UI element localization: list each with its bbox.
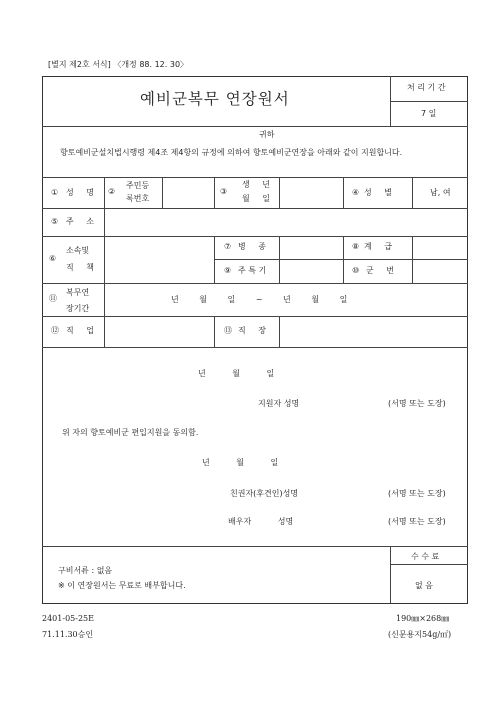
- form-code: 2401-05-25E: [42, 614, 94, 623]
- rule: [42, 126, 468, 127]
- branch-label: 병 종: [238, 242, 271, 251]
- service-number-label: 군 번: [366, 266, 399, 275]
- paper-size: 190㎜×268㎜: [396, 614, 450, 623]
- rule: [343, 177, 344, 208]
- specialty-label: 주 특 기: [238, 266, 267, 275]
- occupation-label: 직 업: [66, 326, 99, 335]
- fee-label: 수 수 료: [411, 552, 440, 561]
- rule: [42, 316, 468, 317]
- date-line-1: 년 월 일: [198, 369, 275, 378]
- free-distribution-note: ※ 이 연장원서는 무료로 배부합니다.: [58, 581, 186, 590]
- rule: [42, 236, 468, 237]
- num-4: ④: [352, 188, 360, 197]
- rule: [390, 564, 468, 565]
- rule: [279, 236, 280, 283]
- extension-label-line2: 장기간: [66, 304, 90, 313]
- rule: [42, 347, 468, 348]
- name-label: 성 명: [66, 188, 99, 197]
- num-6: ⑥: [49, 254, 57, 263]
- num-10: ⑩: [352, 266, 360, 275]
- affiliation-label-line1: 소속및: [66, 246, 90, 255]
- num-7: ⑦: [224, 242, 232, 251]
- rule: [42, 177, 468, 178]
- rule: [104, 283, 105, 316]
- num-13: ⑬: [224, 326, 232, 335]
- date-line-2: 년 월 일: [202, 458, 279, 467]
- num-3: ③: [220, 187, 228, 196]
- rule: [42, 546, 468, 547]
- num-8: ⑧: [352, 242, 360, 251]
- guardian-name-label: 친권자(후견인)성명: [230, 489, 299, 498]
- rule: [104, 236, 105, 283]
- rule: [42, 283, 468, 284]
- rule: [214, 236, 215, 283]
- rule: [104, 208, 105, 236]
- fee-value: 없 음: [415, 581, 433, 590]
- birth-label-line1: 생 년: [242, 180, 275, 189]
- sex-label: 성 별: [364, 188, 397, 197]
- processing-period-label: 처 리 기 간: [407, 83, 446, 92]
- spouse-name-label: 배우자 성명: [228, 517, 294, 526]
- rule: [214, 259, 468, 260]
- rule: [390, 76, 391, 126]
- sex-value: 남, 여: [430, 188, 451, 197]
- rule: [412, 177, 413, 208]
- num-2: ②: [108, 187, 116, 196]
- intro-text: 향토예비군설치법시행령 제4조 제4항의 규정에 의하여 향토예비군연장을 아래와 같이 지원합니다.: [60, 148, 403, 157]
- extension-period-value: 년 월 일 ~ 년 월 일: [171, 295, 348, 304]
- extension-label-line1: 복무연: [66, 288, 90, 297]
- num-12: ⑫: [51, 326, 59, 335]
- approval-date: 71.11.30승인: [42, 630, 94, 639]
- rule: [279, 316, 280, 347]
- num-9: ⑨: [224, 266, 232, 275]
- consent-text: 위 자의 향토예비군 편입지원을 동의함.: [62, 428, 199, 437]
- rule: [279, 177, 280, 208]
- form-reference: [별지 제2호 서식] 〈개정 88. 12. 30〉: [48, 60, 189, 69]
- rrn-label-line1: 주민등: [126, 181, 150, 190]
- rrn-label-line2: 록번호: [126, 194, 150, 203]
- num-1: ①: [51, 188, 59, 197]
- form-title: 예비군복무 연장원서: [140, 90, 290, 108]
- paper-type: (신문용지54g/㎡): [388, 630, 452, 639]
- processing-period-value: 7 일: [421, 109, 437, 118]
- rule: [390, 546, 391, 603]
- rule: [42, 208, 468, 209]
- required-documents: 구비서류 : 없음: [58, 566, 113, 575]
- affiliation-label-line2: 직 책: [66, 263, 99, 272]
- rule: [214, 177, 215, 208]
- num-11: ⑪: [49, 294, 57, 303]
- rule: [412, 236, 413, 283]
- rule: [104, 316, 105, 347]
- applicant-sign-note: (서명 또는 도장): [388, 399, 446, 408]
- rule: [343, 236, 344, 283]
- guardian-sign-note: (서명 또는 도장): [388, 489, 446, 498]
- spouse-sign-note: (서명 또는 도장): [388, 517, 446, 526]
- applicant-name-label: 지원자 성명: [258, 399, 300, 408]
- num-5: ⑤: [51, 217, 59, 226]
- workplace-label: 직 장: [238, 326, 271, 335]
- rule: [390, 101, 468, 102]
- address-label: 주 소: [66, 217, 99, 226]
- rule: [104, 177, 105, 208]
- birth-label-line2: 월 일: [242, 194, 275, 203]
- rule: [162, 177, 163, 208]
- addressee: 귀하: [259, 130, 275, 139]
- rank-label: 계 급: [364, 242, 397, 251]
- rule: [214, 316, 215, 347]
